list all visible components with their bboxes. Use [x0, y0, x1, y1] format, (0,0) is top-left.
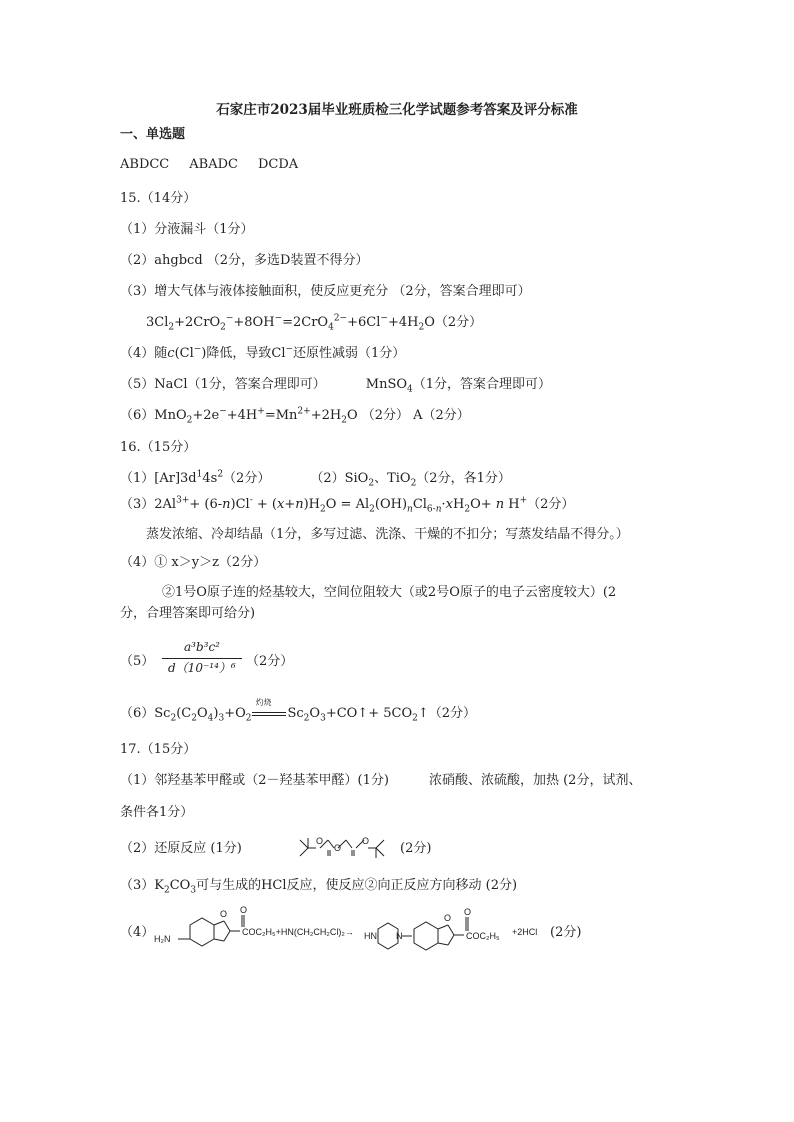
carbonyl-oxygen-label: O — [240, 905, 248, 915]
q16-part3-equation: $(3)2Al^{3+}+ (6-n)Cl^- + (x+n)H_2O = Al_2(OH)_nCl_{6-n}\cdot xH_2O+ n$ H+（2分） — [120, 495, 575, 515]
q15-part4: （4）随c(Cl−)降低，导致Cl−还原性减弱（1分） — [120, 344, 406, 361]
section-heading-single-choice: 一、单选题 — [120, 127, 186, 142]
q16-part6: $(6)Sc_2(C_2O_4)_3+O_2$ 灼烧 $Sc_2O_3+CO↑+$ $5CO_2↑(2$分） — [120, 705, 476, 723]
answer-group: ABADC — [189, 157, 238, 172]
q16-part4-reason-cont: 分，合理答案即可给分) — [120, 606, 256, 621]
q17-part1: （1）邻羟基苯甲醛或（2－羟基苯甲醛）(1分) 浓硝酸、浓硫酸，加热 (2分，试剂、 — [120, 773, 642, 788]
q16-part4-reason: ②1号O原子连的烃基较大，空间位阻较大（或2号O原子的电子云密度较大）(2 — [162, 585, 617, 600]
q17-part2: （2）还原反应 (1分) — [120, 841, 242, 856]
q16-part4: （4）① x＞y＞z（2分） — [120, 555, 267, 570]
piperazine-nh-label: HN — [364, 931, 377, 941]
answer-row — [120, 156, 298, 174]
q15-part2: （2）ahgbcd （2分，多选D装置不得分） — [120, 253, 369, 268]
q15-part3: （3）增大气体与液体接触面积，使反应更充分 （2分，答案合理即可） — [120, 284, 531, 299]
product-ester-label: COC₂H₅ — [466, 931, 500, 941]
q15-part6: $(6)MnO_2+2e^-+4H^+=Mn^{2+}+2H_2O$ （2分） A（2分） — [120, 406, 470, 426]
q15-part1: （1）分液漏斗（1分） — [120, 222, 254, 237]
reaction-scheme — [150, 905, 580, 965]
q15-equation: $3Cl_2+2CrO_2^-+8OH^-=2CrO_4^{2-}+6Cl^-+4H_2O(2$分） — [146, 313, 483, 333]
q16-part3-note: 蒸发浓缩、冷却结晶（1分，多写过滤、洗涤、干燥的不扣分；写蒸发结晶不得分。） — [146, 527, 629, 542]
q17-part4-label: （4） — [120, 925, 155, 940]
piperazine-n-label: N — [396, 931, 403, 941]
answer-group: DCDA — [257, 157, 299, 172]
q17-part4-score: (2分) — [550, 925, 582, 940]
q16-part5-score: （2分） — [246, 654, 294, 669]
page-title: 石家庄市2023届毕业班质检三化学试题参考答案及评分标准 — [216, 102, 578, 118]
q16-part5-label: （5） — [120, 654, 155, 669]
oxygen-label: O — [316, 836, 324, 846]
answer-group: ABDCC — [120, 157, 170, 172]
ring-oxygen-label: O — [444, 913, 452, 923]
q17-heading: 17.（15分） — [120, 742, 197, 757]
oxygen-label: O — [362, 836, 370, 846]
reaction-condition: 灼烧 — [255, 698, 272, 707]
hcl-label: +2HCl — [512, 927, 538, 937]
q17-part3: $(3)K_2CO_3$可与生成的HCl反应，使反应②向正反应方向移动 (2分) — [120, 878, 518, 896]
oxygen-label: O — [334, 843, 342, 853]
q16-heading: 16.（15分） — [120, 440, 197, 455]
q15-heading: 15.（14分） — [120, 191, 197, 206]
boc-anhydride-structure — [298, 834, 398, 864]
q16-part1-2: $(1)[Ar]3d^14s^2(2$分） （2）SiO$_2$、TiO$_2$（2分，各1分） — [120, 469, 511, 489]
reactant-ester-label: COC₂H₅+HN(CH₂CH₂Cl)₂→ — [242, 927, 354, 937]
carbonyl-oxygen-label: O — [464, 907, 472, 917]
ring-oxygen-label: O — [220, 909, 228, 919]
fraction-numerator: a³b³c² — [184, 640, 220, 654]
q17-part1-cont: 条件各1分） — [120, 805, 194, 820]
amine-label: H₂N — [154, 934, 171, 944]
q15-part5: （5）NaCl（1分，答案合理即可） MnSO$_4$（1分，答案合理即可） — [120, 377, 552, 395]
q17-part2-score: (2分) — [400, 841, 432, 856]
q16-fraction — [162, 640, 242, 677]
fraction-denominator: d（10⁻¹⁴）⁶ — [168, 661, 236, 675]
